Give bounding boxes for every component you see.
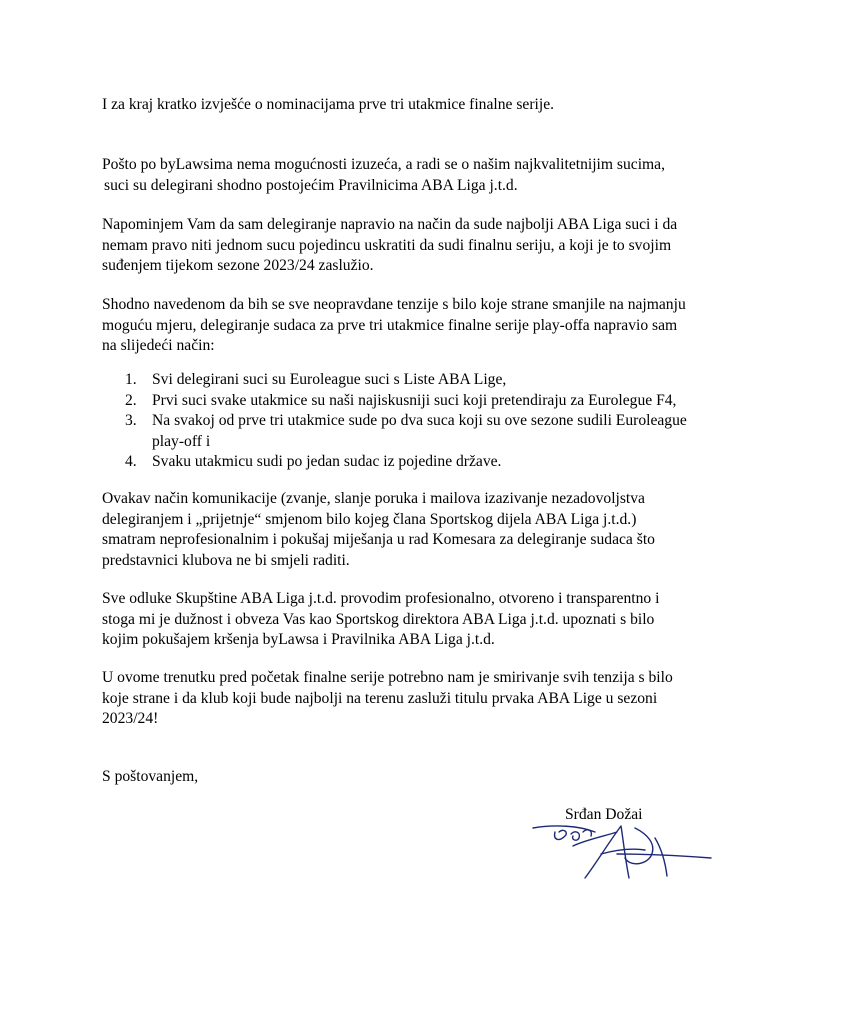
handwritten-signature [525, 818, 715, 886]
list-item [102, 452, 687, 473]
paragraph-line: 2023/24! [102, 710, 159, 727]
paragraph-line: moguću mjeru, delegiranje sudaca za prve tri utakmice finalne serije play-offa napravio sam [102, 316, 678, 334]
list-item-text: Prvi suci svake utakmice su naši najiskusniji suci koji pretendiraju za Eurolegue F4, [152, 391, 677, 409]
paragraph-line: kojim pokušajem kršenja byLawsa i Pravilnika ABA Liga j.t.d. [102, 631, 495, 648]
list-item [102, 411, 687, 452]
paragraph-line: koje strane i da klub koji bude najbolji na terenu zasluži titulu prvaka ABA Lige u sezoni [102, 689, 658, 707]
paragraph-method [102, 295, 762, 357]
paragraph-line: Shodno navedenom da bih se sve neopravdane tenzije s bilo koje strane smanjile na najmanju [102, 296, 686, 313]
intro-paragraph [102, 95, 762, 116]
list-item [102, 391, 687, 412]
closing-line: S poštovanjem, [102, 768, 199, 785]
paragraph-line: delegiranjem i „prijetnje“ smjenom bilo kojeg člana Sportskog dijela ABA Liga j.t.d.) [102, 510, 637, 528]
paragraph-communication [102, 489, 762, 571]
list-item-number: 3. [125, 412, 137, 429]
paragraph-line: Napominjem Vam da sam delegiranje napravio na način da sude najbolji ABA Liga suci i da [102, 216, 678, 233]
paragraph-line: predstavnici klubova ne bi smjeli raditi. [102, 551, 350, 569]
paragraph-line: suci su delegirani shodno postojećim Pravilnicima ABA Liga j.t.d. [104, 176, 518, 194]
paragraph-line: smatram neprofesionalnim i pokušaj miješanja u rad Komesara za delegiranje sudaca što [102, 531, 655, 548]
list-item-text: Svaku utakmicu sudi po jedan sudac iz pojedine države. [152, 453, 502, 470]
paragraph-bylaws [102, 155, 762, 196]
paragraph-line: Ovakav način komunikacije (zvanje, slanje poruka i mailova izazivanje nezadovoljstva [102, 490, 645, 507]
paragraph-line: suđenjem tijekom sezone 2023/24 zaslužio. [102, 257, 374, 274]
signatory-name: Srđan Dožai [565, 806, 643, 823]
paragraph-line: Pošto po byLawsima nema mogućnosti izuzeća, a radi se o našim najkvalitetnijim sucima, [102, 156, 665, 173]
intro-line: I za kraj kratko izvješće o nominacijama prve tri utakmice finalne serije. [102, 96, 555, 113]
closing-greeting [102, 767, 762, 788]
list-item-text: Svi delegirani suci su Euroleague suci s Liste ABA Lige, [152, 371, 507, 388]
paragraph-line: Sve odluke Skupštine ABA Liga j.t.d. provodim profesionalno, otvoreno i transparentno i [102, 590, 660, 607]
list-item-number: 4. [125, 453, 137, 470]
paragraph-assembly [102, 589, 762, 651]
list-item [102, 370, 687, 391]
paragraph-line: stoga mi je dužnost i obveza Vas kao Sportskog direktora ABA Liga j.t.d. upoznati s bilo [102, 610, 655, 628]
list-item-number: 1. [125, 371, 137, 388]
list-item-text: Na svakoj od prve tri utakmice sude po dva suca koji su ove sezone sudili Euroleague [152, 412, 687, 429]
paragraph-delegation [102, 215, 762, 277]
paragraph-final-series [102, 668, 762, 730]
criteria-list [102, 370, 687, 473]
list-item-number: 2. [125, 391, 137, 409]
paragraph-line: na slijedeći način: [102, 337, 215, 354]
paragraph-line: U ovome trenutku pred početak finalne serije potrebno nam je smirivanje svih tenzija s bilo [102, 669, 673, 686]
paragraph-line: nemam pravo niti jednom sucu pojedincu uskratiti da sudi finalnu seriju, a koji je to svojim [102, 236, 672, 254]
list-item-text: play-off i [152, 432, 211, 450]
